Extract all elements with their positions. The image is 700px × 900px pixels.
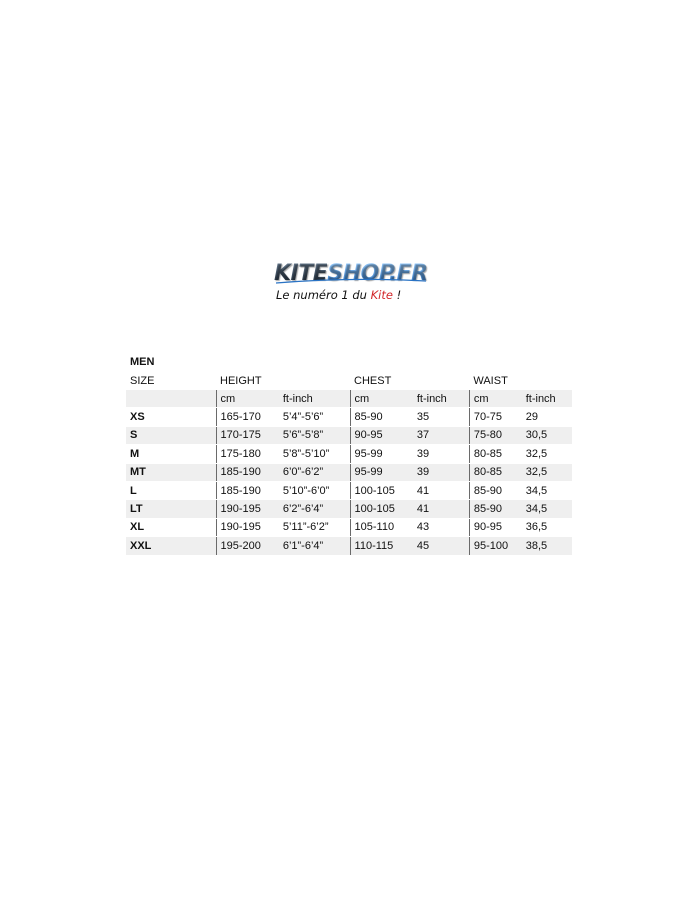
waist-ft-cell: 34,5 bbox=[522, 481, 572, 499]
unit-chest-cm: cm bbox=[350, 390, 413, 408]
height-cm-cell: 165-170 bbox=[216, 408, 279, 426]
logo-word-kite: KITE bbox=[274, 261, 328, 286]
size-cell: S bbox=[126, 426, 216, 444]
chest-cm-cell: 95-99 bbox=[350, 445, 413, 463]
waist-ft-cell: 32,5 bbox=[522, 445, 572, 463]
chest-ft-cell: 39 bbox=[413, 463, 470, 481]
waist-cm-cell: 90-95 bbox=[469, 518, 521, 536]
logo-word-shop: SHOP.FR bbox=[327, 261, 428, 286]
group-header-row bbox=[126, 372, 572, 390]
chest-ft-cell: 41 bbox=[413, 500, 470, 518]
size-cell: L bbox=[126, 481, 216, 499]
size-cell: XL bbox=[126, 518, 216, 536]
table-row bbox=[126, 463, 572, 481]
table-title-row bbox=[126, 352, 572, 372]
unit-chest-ft: ft-inch bbox=[413, 390, 470, 408]
chest-ft-cell: 35 bbox=[413, 408, 470, 426]
height-ft-cell: 5’4”-5’6” bbox=[279, 408, 350, 426]
height-cm-cell: 190-195 bbox=[216, 500, 279, 518]
chest-cm-cell: 105-110 bbox=[350, 518, 413, 536]
waist-ft-cell: 29 bbox=[522, 408, 572, 426]
table-title: MEN bbox=[130, 356, 155, 368]
size-cell: M bbox=[126, 445, 216, 463]
waist-ft-cell: 34,5 bbox=[522, 500, 572, 518]
waist-cm-cell: 70-75 bbox=[469, 408, 521, 426]
unit-empty-cell bbox=[126, 390, 216, 408]
size-cell: XXL bbox=[126, 537, 216, 555]
height-cm-cell: 185-190 bbox=[216, 463, 279, 481]
waist-cm-cell: 85-90 bbox=[469, 481, 521, 499]
chest-cm-cell: 85-90 bbox=[350, 408, 413, 426]
waist-cm-cell: 75-80 bbox=[469, 426, 521, 444]
height-ft-cell: 5’10”-6’0” bbox=[279, 481, 350, 499]
table-row bbox=[126, 518, 572, 536]
chest-ft-cell: 45 bbox=[413, 537, 470, 555]
waist-ft-cell: 36,5 bbox=[522, 518, 572, 536]
table-row bbox=[126, 500, 572, 518]
height-cm-cell: 190-195 bbox=[216, 518, 279, 536]
logo-swoosh-icon bbox=[276, 278, 426, 284]
unit-height-ft: ft-inch bbox=[279, 390, 350, 408]
unit-header-row bbox=[126, 390, 572, 408]
chest-cm-cell: 110-115 bbox=[350, 537, 413, 555]
height-cm-cell: 185-190 bbox=[216, 481, 279, 499]
tagline-prefix: Le numéro 1 du bbox=[276, 288, 371, 302]
tagline-suffix: ! bbox=[392, 288, 402, 302]
height-ft-cell: 5’8”-5’10” bbox=[279, 445, 350, 463]
chest-ft-cell: 43 bbox=[413, 518, 470, 536]
logo-tagline bbox=[274, 288, 444, 302]
waist-cm-cell: 80-85 bbox=[469, 463, 521, 481]
unit-waist-ft: ft-inch bbox=[522, 390, 572, 408]
table-row bbox=[126, 445, 572, 463]
size-cell: MT bbox=[126, 463, 216, 481]
waist-ft-cell: 38,5 bbox=[522, 537, 572, 555]
kiteshop-logo bbox=[274, 262, 444, 302]
table-row bbox=[126, 537, 572, 555]
height-cm-cell: 170-175 bbox=[216, 426, 279, 444]
waist-ft-cell: 30,5 bbox=[522, 426, 572, 444]
chest-ft-cell: 41 bbox=[413, 481, 470, 499]
waist-cm-cell: 80-85 bbox=[469, 445, 521, 463]
size-chart-table bbox=[126, 352, 572, 556]
chest-ft-cell: 37 bbox=[413, 426, 470, 444]
group-header-height: HEIGHT bbox=[220, 375, 262, 387]
chest-cm-cell: 100-105 bbox=[350, 500, 413, 518]
unit-height-cm: cm bbox=[216, 390, 279, 408]
height-cm-cell: 175-180 bbox=[216, 445, 279, 463]
chest-ft-cell: 39 bbox=[413, 445, 470, 463]
tagline-accent: Kite bbox=[370, 288, 393, 302]
waist-cm-cell: 85-90 bbox=[469, 500, 521, 518]
height-ft-cell: 5’6”-5’8” bbox=[279, 426, 350, 444]
table-row bbox=[126, 481, 572, 499]
group-header-chest: CHEST bbox=[354, 375, 392, 387]
height-ft-cell: 6’2”-6’4” bbox=[279, 500, 350, 518]
height-ft-cell: 5’11”-6’2” bbox=[279, 518, 350, 536]
waist-ft-cell: 32,5 bbox=[522, 463, 572, 481]
chest-cm-cell: 90-95 bbox=[350, 426, 413, 444]
size-header: SIZE bbox=[130, 375, 155, 387]
table-row bbox=[126, 426, 572, 444]
group-header-waist: WAIST bbox=[473, 375, 508, 387]
waist-cm-cell: 95-100 bbox=[469, 537, 521, 555]
table-row bbox=[126, 408, 572, 426]
height-cm-cell: 195-200 bbox=[216, 537, 279, 555]
chest-cm-cell: 100-105 bbox=[350, 481, 413, 499]
unit-waist-cm: cm bbox=[469, 390, 521, 408]
height-ft-cell: 6’0”-6’2” bbox=[279, 463, 350, 481]
size-cell: LT bbox=[126, 500, 216, 518]
chest-cm-cell: 95-99 bbox=[350, 463, 413, 481]
height-ft-cell: 6’1”-6’4” bbox=[279, 537, 350, 555]
size-cell: XS bbox=[126, 408, 216, 426]
